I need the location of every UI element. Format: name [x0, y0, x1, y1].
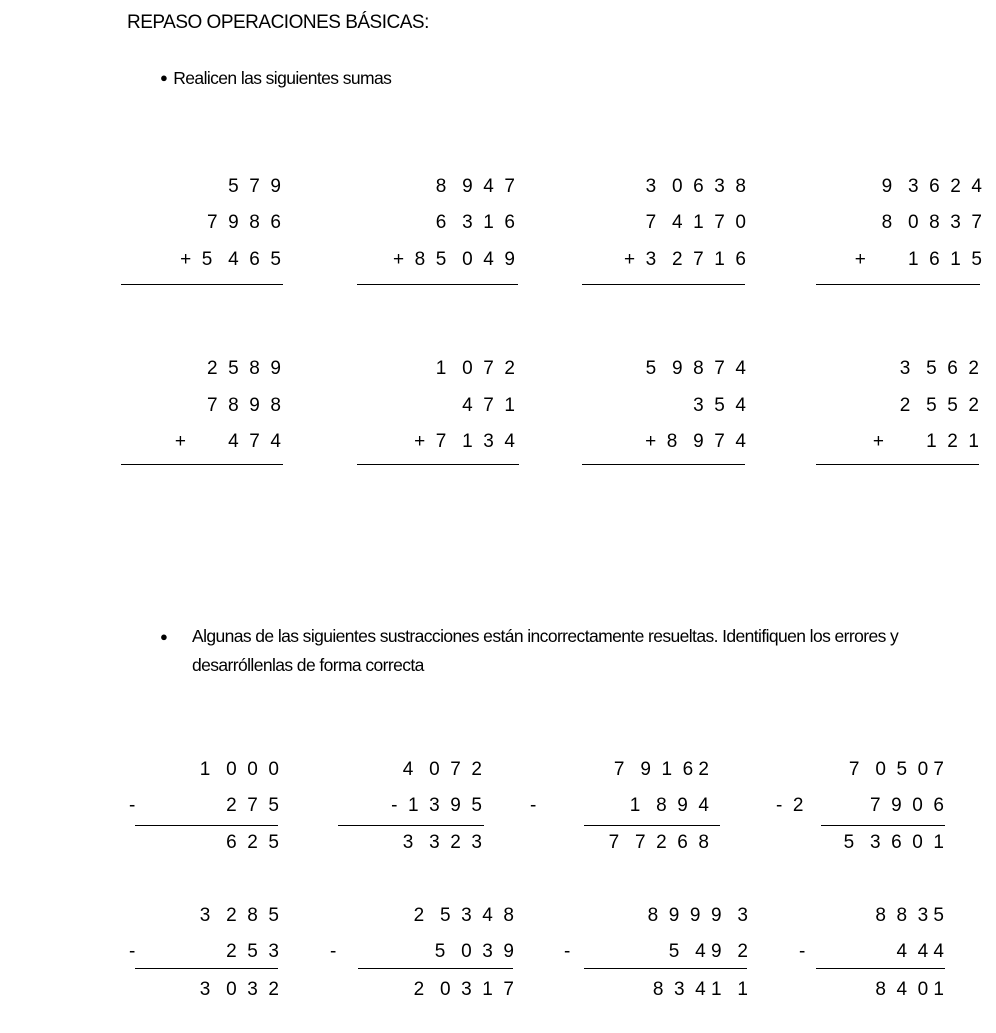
minuend: 7 0 5 0 7 [848, 759, 944, 780]
minuend: 3 2 8 5 [199, 905, 279, 926]
addend-2: 2 5 5 2 [899, 395, 979, 416]
minus-sign: - [564, 941, 571, 962]
addend-3: + 4 7 4 [174, 431, 281, 452]
addend-1: 2 5 8 9 [207, 358, 281, 379]
answer-line [358, 968, 513, 969]
addend-3: + 5 4 6 5 [180, 249, 281, 270]
answer-line [816, 464, 979, 465]
answer-line [338, 825, 484, 826]
given-result: 8 3 4 1 1 [652, 979, 748, 1000]
minuend: 8 8 3 5 [875, 905, 944, 926]
addend-1: 1 0 7 2 [435, 358, 515, 379]
minus-sign: - [129, 941, 136, 962]
addend-3: + 1 6 1 5 [854, 249, 982, 270]
subtrahend: 5 0 3 9 [434, 941, 514, 962]
addend-2: 8 0 8 3 7 [881, 212, 982, 233]
addend-3: + 8 5 0 4 9 [393, 249, 515, 270]
answer-line [357, 284, 518, 285]
answer-line [816, 284, 980, 285]
answer-line [821, 825, 945, 826]
addend-1: 3 5 6 2 [899, 358, 979, 379]
minuend: 1 0 0 0 [199, 759, 279, 780]
addition-instruction-text: Realicen las siguientes sumas [173, 68, 392, 88]
bullet-icon: ● [160, 629, 168, 644]
given-result: 3 3 2 3 [402, 832, 482, 853]
given-result: 7 7 2 6 8 [608, 832, 709, 853]
minuend: 7 9 1 6 2 [613, 759, 709, 780]
given-result: 5 3 6 0 1 [843, 832, 944, 853]
subtrahend: - 1 3 9 5 [391, 795, 482, 816]
minuend: 4 0 7 2 [402, 759, 482, 780]
addend-1: 9 3 6 2 4 [881, 176, 982, 197]
given-result: 6 2 5 [226, 832, 279, 853]
page-title: REPASO OPERACIONES BÁSICAS: [127, 12, 429, 33]
answer-line [121, 464, 283, 465]
given-result: 3 0 3 2 [199, 979, 279, 1000]
subtrahend: 4 4 4 [896, 941, 944, 962]
minus-sign: - [530, 795, 537, 816]
minus-sign: - [799, 941, 806, 962]
answer-line [584, 968, 747, 969]
minuend: 8 9 9 9 3 [647, 905, 748, 926]
answer-line [357, 464, 519, 465]
subtrahend: 7 9 0 6 [870, 795, 944, 816]
minuend: 2 5 3 4 8 [413, 905, 514, 926]
subtrahend: 1 8 9 4 [629, 795, 709, 816]
addend-1: 5 7 9 [228, 176, 281, 197]
addend-3: + 1 2 1 [872, 431, 979, 452]
addend-3: + 7 1 3 4 [414, 431, 515, 452]
minus-sign: - [330, 941, 337, 962]
subtrahend: 5 4 9 2 [668, 941, 748, 962]
addend-2: 7 4 1 7 0 [645, 212, 746, 233]
answer-line [121, 284, 283, 285]
addend-1: 8 9 4 7 [435, 176, 515, 197]
answer-line [135, 825, 278, 826]
answer-line [582, 284, 745, 285]
addend-3: + 3 2 7 1 6 [624, 249, 746, 270]
given-result: 2 0 3 1 7 [413, 979, 514, 1000]
addend-2: 6 3 1 6 [435, 212, 515, 233]
given-result: 8 4 0 1 [875, 979, 944, 1000]
addend-1: 3 0 6 3 8 [645, 176, 746, 197]
answer-line [816, 968, 945, 969]
minus-sign: - [129, 795, 136, 816]
subtraction-instruction [160, 622, 950, 680]
answer-line [582, 464, 745, 465]
addition-instruction [160, 68, 391, 89]
subtrahend: 2 5 3 [226, 941, 279, 962]
addend-3: + 8 9 7 4 [645, 431, 746, 452]
addend-2: 3 5 4 [693, 395, 746, 416]
addend-2: 4 7 1 [462, 395, 515, 416]
addend-1: 5 9 8 7 4 [645, 358, 746, 379]
subtraction-instruction-text: Algunas de las siguientes sustracciones están incorrectamente resueltas. Identifiquen los errores y desarróllenlas de forma correcta [192, 626, 899, 675]
answer-line [135, 968, 278, 969]
minus-sign: - 2 [776, 795, 804, 816]
addend-2: 7 9 8 6 [207, 212, 281, 233]
bullet-icon: ● [160, 70, 168, 85]
subtrahend: 2 7 5 [226, 795, 279, 816]
addend-2: 7 8 9 8 [207, 395, 281, 416]
answer-line [584, 825, 720, 826]
